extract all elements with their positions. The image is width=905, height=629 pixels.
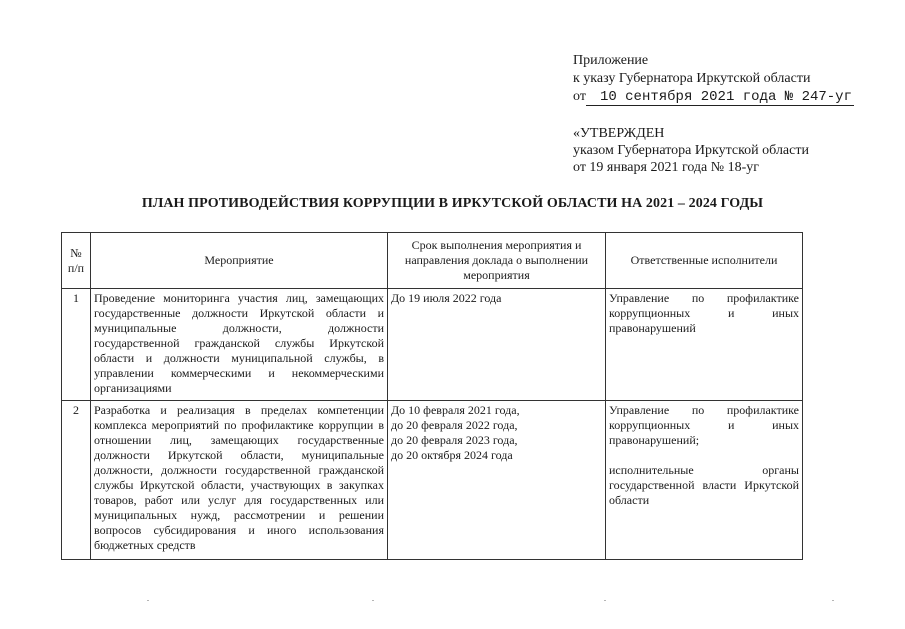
scan-dot bbox=[604, 600, 606, 601]
appendix-label: Приложение bbox=[573, 53, 649, 68]
approved-date: от 19 января 2021 года № 18-уг bbox=[573, 160, 760, 175]
table-row bbox=[62, 401, 803, 560]
scan-dot bbox=[372, 600, 374, 601]
from-label: от bbox=[573, 89, 586, 104]
term-line: до 20 февраля 2022 года, bbox=[391, 418, 518, 432]
executor: исполнительные органы государственной власти Иркутской области bbox=[609, 463, 799, 507]
approved-decree-ref: указом Губернатора Иркутской области bbox=[573, 143, 809, 158]
approved-block bbox=[573, 125, 809, 176]
term-line: До 10 февраля 2021 года, bbox=[391, 403, 520, 417]
header-executors: Ответственные исполнители bbox=[606, 233, 803, 289]
term-line: до 20 февраля 2023 года, bbox=[391, 433, 518, 447]
scan-dot bbox=[832, 600, 834, 601]
scan-dot bbox=[147, 600, 149, 601]
row-num: 2 bbox=[62, 401, 91, 560]
header-num-line2: п/п bbox=[67, 260, 85, 275]
approved-label: «УТВЕРЖДЕН bbox=[573, 126, 665, 141]
executor: Управление по профилактике коррупционных и иных правонарушений; bbox=[609, 403, 799, 447]
page-title: ПЛАН ПРОТИВОДЕЙСТВИЯ КОРРУПЦИИ В ИРКУТСКОЙ ОБЛАСТИ НА 2021 – 2024 ГОДЫ bbox=[141, 196, 764, 211]
term-line: до 20 октября 2024 года bbox=[391, 448, 513, 462]
row-term bbox=[388, 401, 606, 560]
header-num bbox=[62, 233, 91, 289]
appendix-header bbox=[573, 52, 854, 106]
row-num: 1 bbox=[62, 289, 91, 401]
table-header-row bbox=[62, 233, 803, 289]
header-term: Срок выполнения мероприятия и направления доклада о выполнении мероприятия bbox=[388, 233, 606, 289]
header-num-line1: № bbox=[70, 245, 82, 260]
executor: Управление по профилактике коррупционных и иных правонарушений bbox=[609, 291, 799, 335]
row-executors bbox=[606, 289, 803, 401]
decree-date-number: 10 сентября 2021 года № 247-уг bbox=[586, 90, 854, 106]
term-line: До 19 июля 2022 года bbox=[391, 291, 502, 305]
scan-artifacts bbox=[0, 600, 905, 604]
row-executors bbox=[606, 401, 803, 560]
appendix-decree-ref: к указу Губернатора Иркутской области bbox=[573, 71, 811, 86]
row-activity: Проведение мониторинга участия лиц, замещающих государственные должности Иркутской области и муниципальные должности, должности государственной гражданской службы Иркутской области и должности муниципальной службы, в управлении коммерческими и некоммерческими организациями bbox=[91, 289, 388, 401]
row-term bbox=[388, 289, 606, 401]
plan-table bbox=[61, 232, 803, 560]
appendix-date-line bbox=[573, 88, 854, 106]
header-activity: Мероприятие bbox=[91, 233, 388, 289]
table-row bbox=[62, 289, 803, 401]
row-activity: Разработка и реализация в пределах компетенции комплекса мероприятий по профилактике коррупции в отношении лиц, замещающих государственные должности Иркутской области, муниципальные должности, должности государственной гражданской службы Иркутской области, участвующих в закупках товаров, работ или услуг для государственных или муниципальных нужд, рассмотрении и решении вопросов субсидирования и иного использования бюджетных средств bbox=[91, 401, 388, 560]
